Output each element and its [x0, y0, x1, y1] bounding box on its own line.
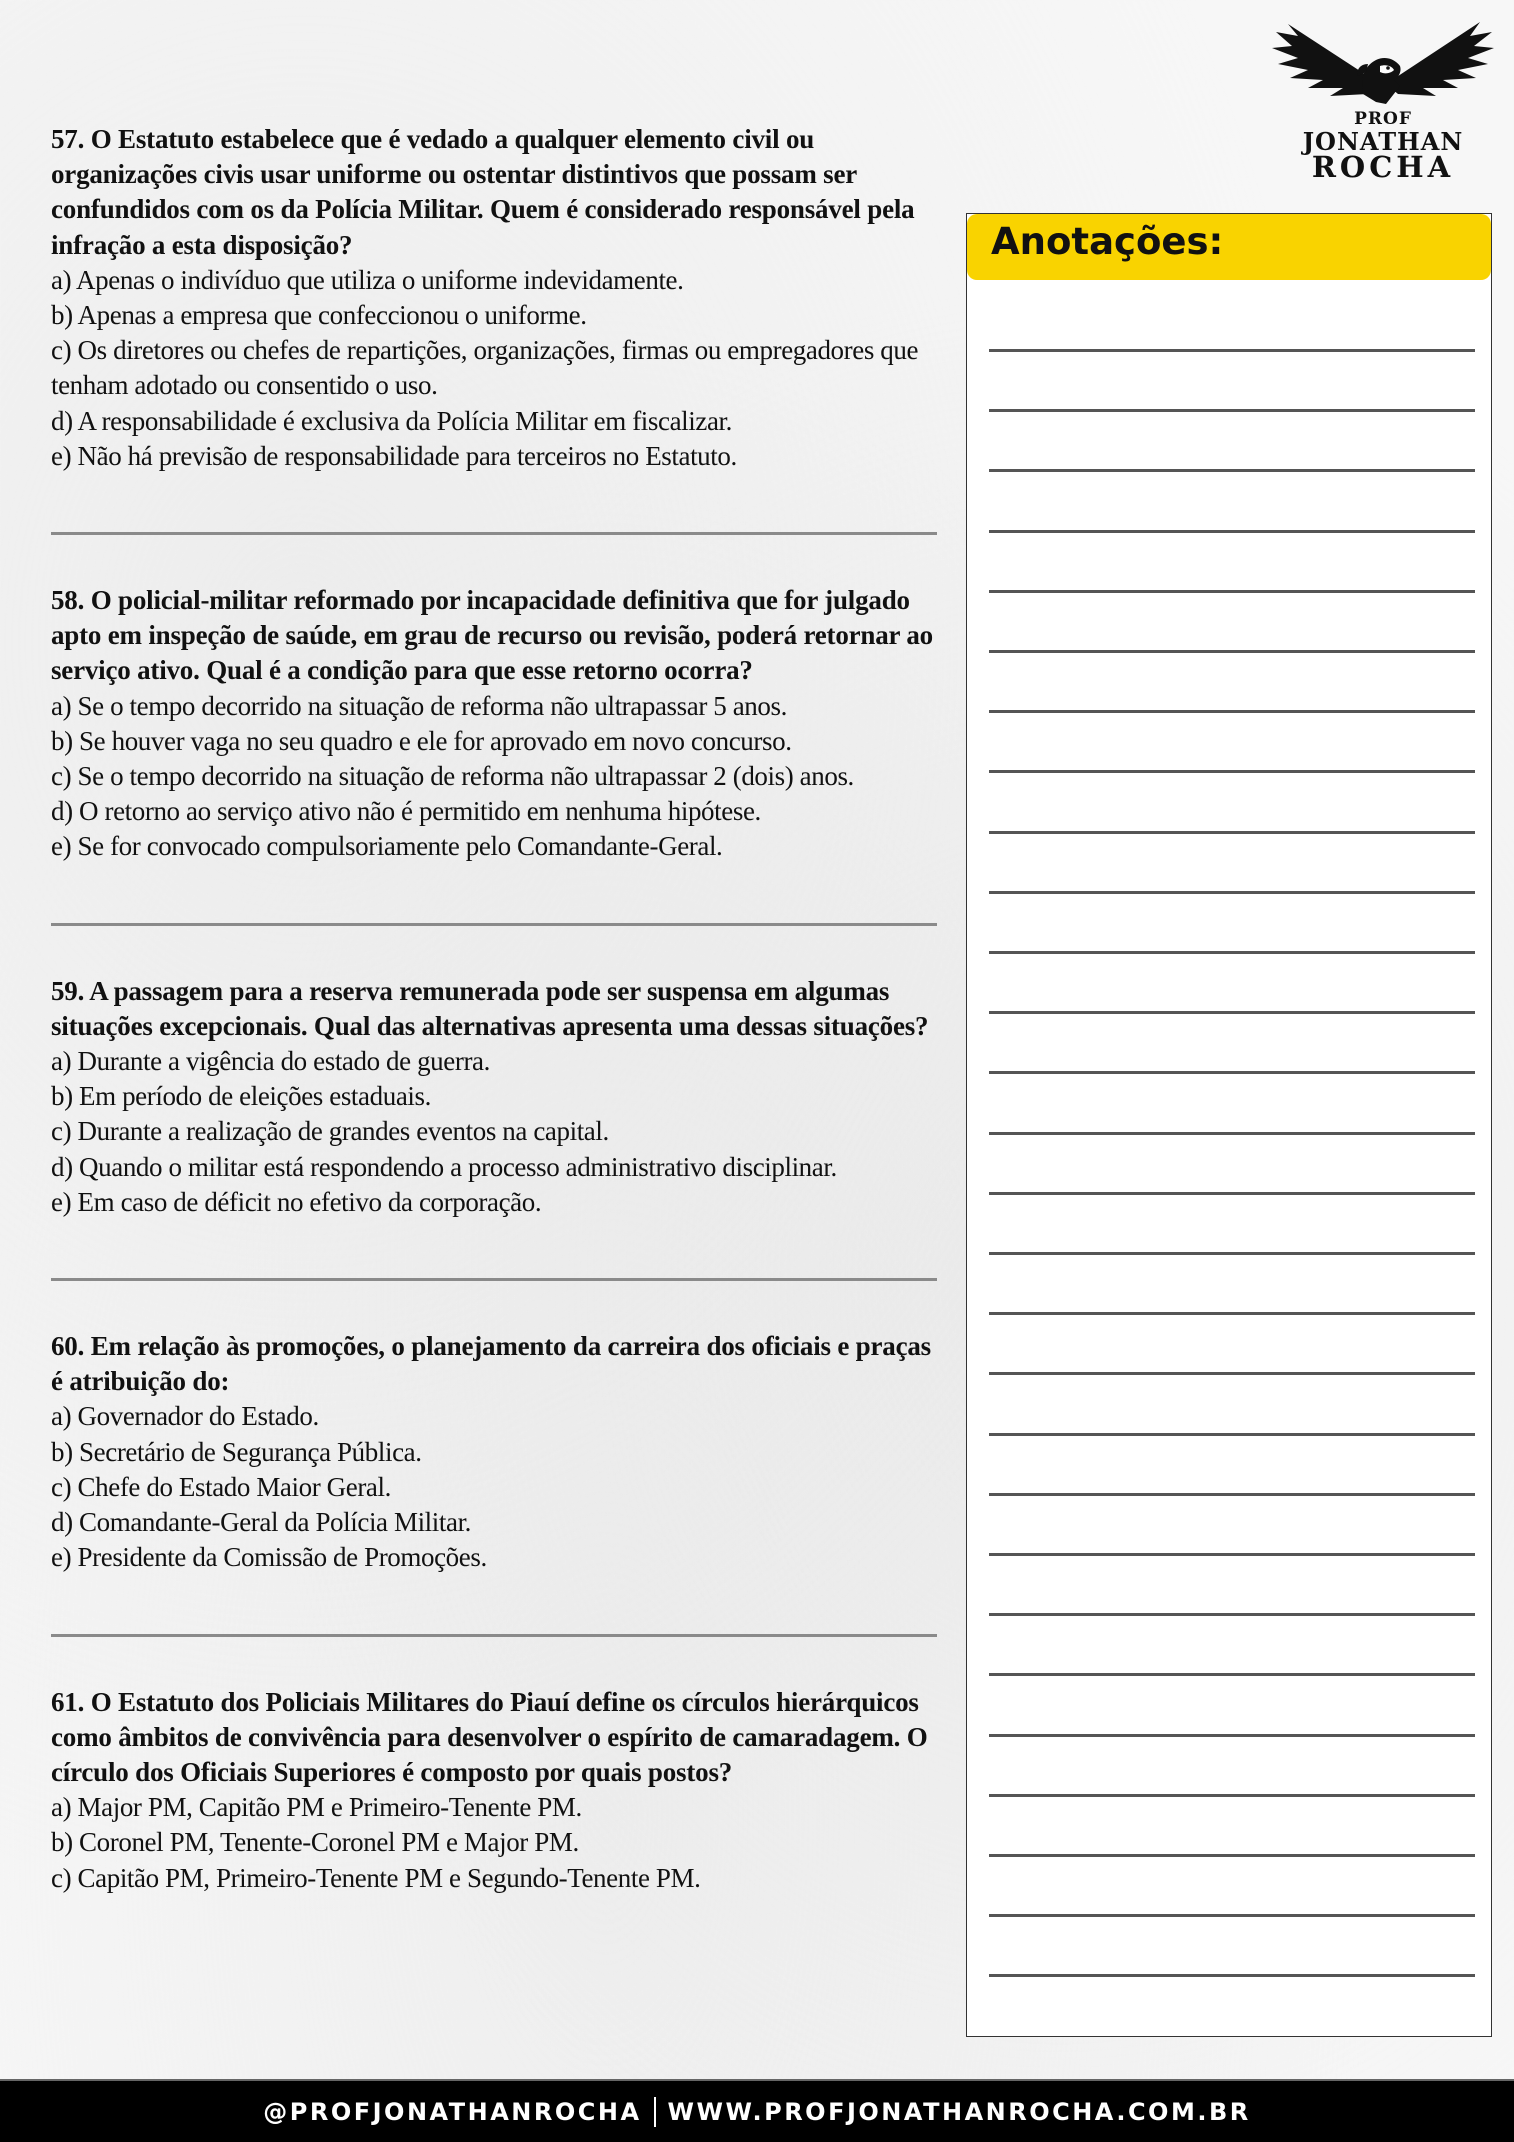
note-line [989, 1252, 1475, 1255]
note-line [989, 1312, 1475, 1315]
footer-bar [0, 2079, 1514, 2142]
option-a: a) Durante a vigência do estado de guerra. [51, 1046, 490, 1077]
option-a: a) Apenas o indivíduo que utiliza o uniforme indevidamente. [51, 264, 684, 295]
question-61 [51, 1685, 941, 1896]
option-a: a) Major PM, Capitão PM e Primeiro-Tenente PM. [51, 1792, 582, 1823]
notes-panel [966, 213, 1492, 2037]
option-e: e) Em caso de déficit no efetivo da corporação. [51, 1186, 542, 1217]
option-a: a) Se o tempo decorrido na situação de reforma não ultrapassar 5 anos. [51, 690, 787, 721]
logo-text-prof: PROF [1354, 109, 1412, 129]
option-e: e) Não há previsão de responsabilidade para terceiros no Estatuto. [51, 440, 737, 471]
option-d: d) A responsabilidade é exclusiva da Polícia Militar em fiscalizar. [51, 405, 732, 436]
note-line [989, 770, 1475, 773]
note-line [989, 409, 1475, 412]
question-list [51, 122, 941, 1896]
question-stem: 57. O Estatuto estabelece que é vedado a qualquer elemento civil ou organizações civis usar uniforme ou ostentar distintivos que possam ser confundidos com os da Polícia Militar. Quem é considerado responsável pela infração a esta disposição? [51, 124, 915, 260]
note-line [989, 1192, 1475, 1195]
question-stem: 60. Em relação às promoções, o planejamento da carreira dos oficiais e praças é atribuição do: [51, 1331, 931, 1397]
question-divider [51, 532, 937, 535]
option-d: d) O retorno ao serviço ativo não é permitido em nenhuma hipótese. [51, 796, 761, 827]
note-line [989, 1914, 1475, 1917]
note-line [989, 1433, 1475, 1436]
notes-title: Anotações: [991, 220, 1224, 263]
note-line [989, 1613, 1475, 1616]
option-b: b) Em período de eleições estaduais. [51, 1081, 431, 1112]
question-57 [51, 122, 941, 474]
footer-website[interactable]: WWW.PROFJONATHANROCHA.COM.BR [667, 2097, 1251, 2126]
option-c: c) Chefe do Estado Maior Geral. [51, 1471, 391, 1502]
footer-divider [654, 2097, 656, 2127]
note-line [989, 1011, 1475, 1014]
note-line [989, 710, 1475, 713]
option-b: b) Se houver vaga no seu quadro e ele for aprovado em novo concurso. [51, 725, 792, 756]
note-line [989, 891, 1475, 894]
note-line [989, 1794, 1475, 1797]
note-line [989, 469, 1475, 472]
option-b: b) Coronel PM, Tenente-Coronel PM e Major PM. [51, 1827, 579, 1858]
note-line [989, 1553, 1475, 1556]
option-c: c) Durante a realização de grandes eventos na capital. [51, 1116, 609, 1147]
note-line [989, 1132, 1475, 1135]
note-line [989, 1854, 1475, 1857]
note-line [989, 1372, 1475, 1375]
logo-text-rocha: ROCHA [1311, 150, 1455, 184]
note-line [989, 831, 1475, 834]
eagle-icon [1268, 14, 1498, 114]
option-b: b) Apenas a empresa que confeccionou o uniforme. [51, 300, 587, 331]
footer-handle[interactable]: @PROFJONATHANROCHA [263, 2097, 642, 2126]
option-e: e) Se for convocado compulsoriamente pelo Comandante-Geral. [51, 831, 723, 862]
option-c: c) Se o tempo decorrido na situação de reforma não ultrapassar 2 (dois) anos. [51, 761, 854, 792]
notes-header [967, 214, 1491, 280]
note-line [989, 530, 1475, 533]
note-line [989, 590, 1475, 593]
option-d: d) Comandante-Geral da Polícia Militar. [51, 1507, 472, 1538]
option-c: c) Capitão PM, Primeiro-Tenente PM e Segundo-Tenente PM. [51, 1862, 701, 1893]
question-divider [51, 923, 937, 926]
question-58 [51, 583, 941, 865]
question-divider [51, 1634, 937, 1637]
brand-logo [1268, 14, 1498, 184]
note-line [989, 1734, 1475, 1737]
question-stem: 61. O Estatuto dos Policiais Militares do Piauí define os círculos hierárquicos como âmbitos de convivência para desenvolver o espírito de camaradagem. O círculo dos Oficiais Superiores é composto por quais postos? [51, 1686, 928, 1787]
option-a: a) Governador do Estado. [51, 1401, 319, 1432]
option-c: c) Os diretores ou chefes de repartições, organizações, firmas ou empregadores que tenham adotado ou consentido o uso. [51, 335, 919, 401]
note-line [989, 1071, 1475, 1074]
option-b: b) Secretário de Segurança Pública. [51, 1436, 422, 1467]
question-59 [51, 974, 941, 1220]
note-line [989, 1673, 1475, 1676]
logo-text-jonathan: JONATHAN [1302, 127, 1464, 156]
note-line [989, 951, 1475, 954]
question-stem: 58. O policial-militar reformado por incapacidade definitiva que for julgado apto em inspeção de saúde, em grau de recurso ou revisão, poderá retornar ao serviço ativo. Qual é a condição para que esse retorno ocorra? [51, 585, 933, 686]
question-60 [51, 1329, 941, 1575]
question-stem: 59. A passagem para a reserva remunerada pode ser suspensa em algumas situações excepcionais. Qual das alternativas apresenta uma dessas situações? [51, 975, 929, 1041]
note-line [989, 1493, 1475, 1496]
note-line [989, 349, 1475, 352]
option-e: e) Presidente da Comissão de Promoções. [51, 1542, 487, 1573]
option-d: d) Quando o militar está respondendo a processo administrativo disciplinar. [51, 1151, 837, 1182]
note-line [989, 1974, 1475, 1977]
question-divider [51, 1278, 937, 1281]
note-line [989, 650, 1475, 653]
